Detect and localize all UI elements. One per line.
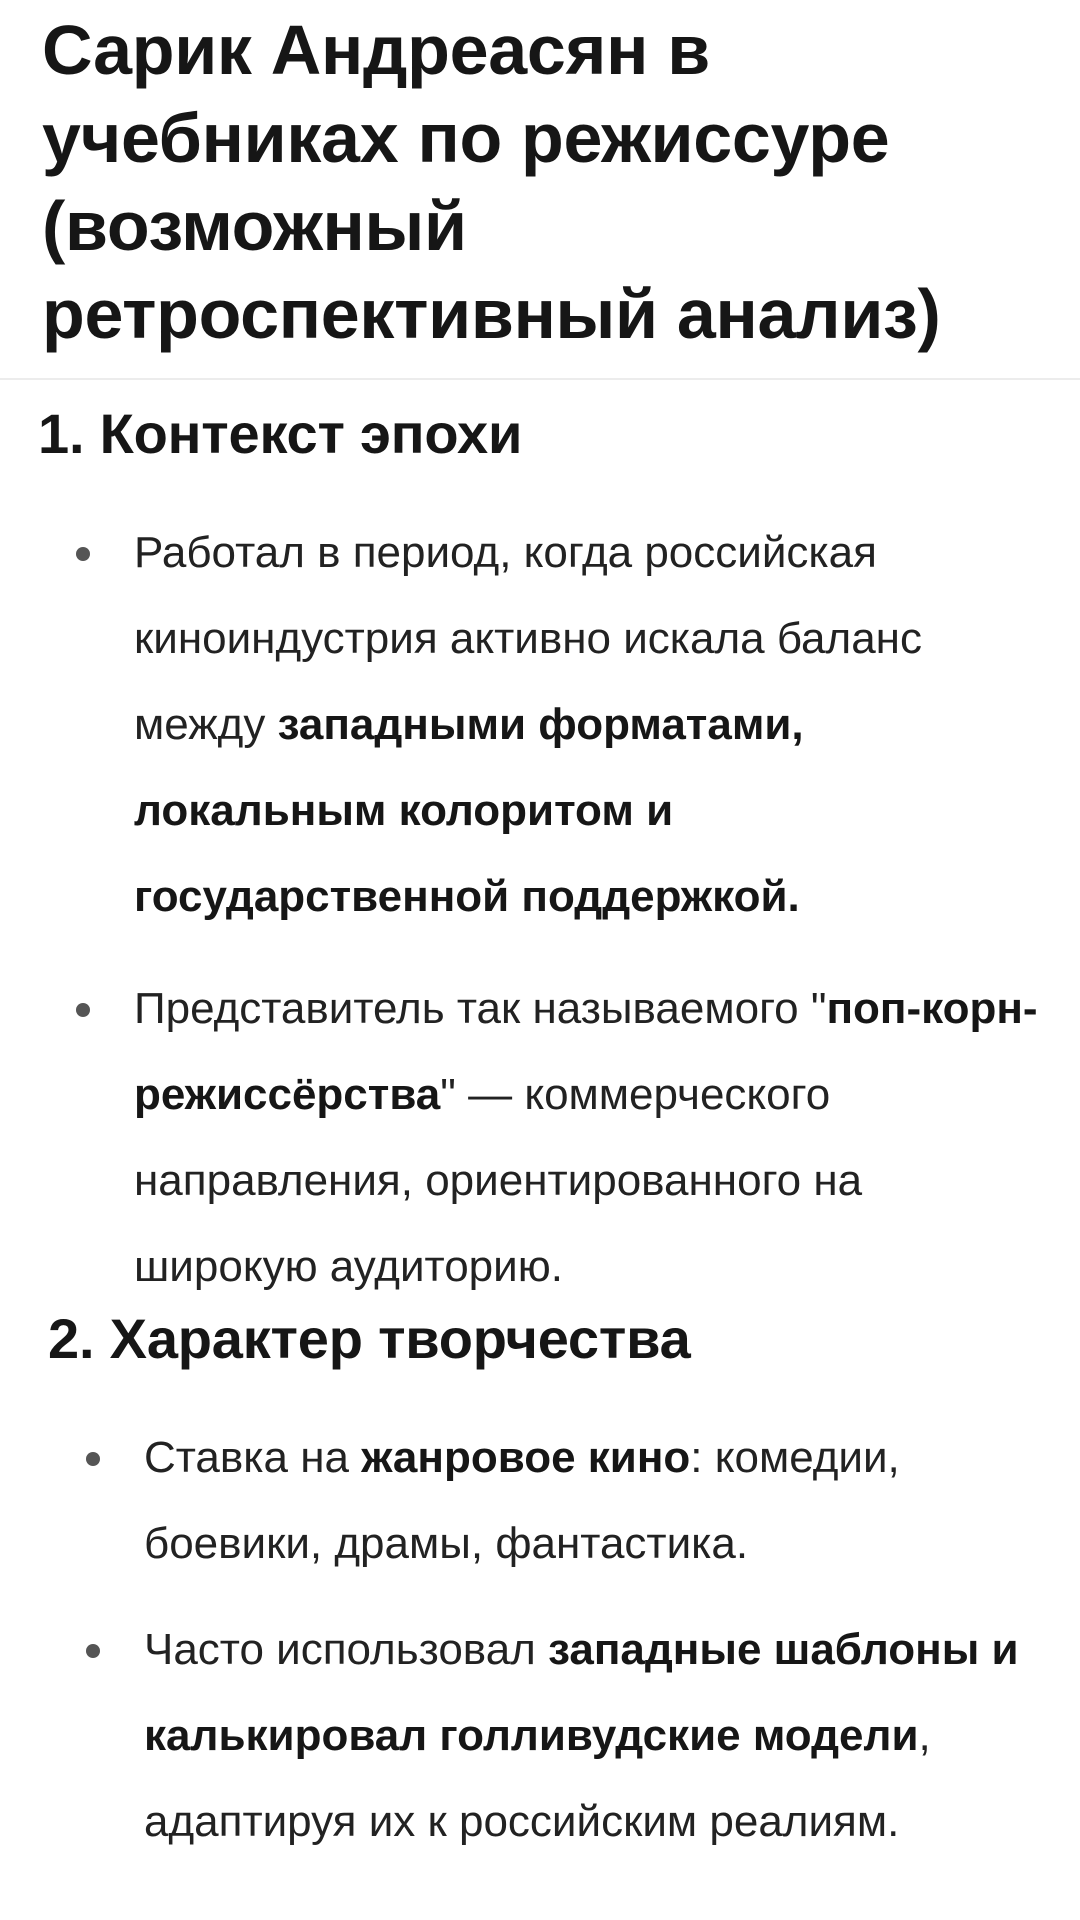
page-title: Сарик Андреасян в учебниках по режиссуре (возможный ретроспективный анализ) [42,11,941,353]
item-bold-text: западные шаблоны и калькировал голливудские модели [144,1625,1019,1760]
bullet-list [0,510,1080,1310]
item-text: Представитель так называемого " [134,984,827,1033]
section-heading: 1. Контекст эпохи [38,402,523,465]
item-bold-text: поп-корн-режиссёрства [134,984,1038,1119]
list-item [0,510,1080,940]
title-divider [0,378,1080,380]
item-text: Часто использовал [144,1625,549,1674]
item-text: Ставка на [144,1433,362,1482]
list-item [0,1415,1080,1587]
item-text: Работал в период, когда российская киноиндустрия активно искала баланс между [134,528,922,749]
bullet-dot-icon [86,1452,100,1466]
list-item [0,966,1080,1310]
item-text: " — коммерческого направления, ориентированного на широкую аудиторию. [134,1070,863,1291]
bullet-list [0,1415,1080,1865]
bullet-dot-icon [86,1644,100,1658]
list-item [0,1607,1080,1865]
section-heading: 2. Характер творчества [48,1307,691,1370]
section-era-context [0,400,1080,1310]
item-text: : комедии, боевики, драмы, фантастика. [144,1433,900,1568]
section-creative-character [0,1305,1080,1865]
item-bold-text: западными форматами, локальным колоритом и государственной поддержкой. [134,700,804,921]
bullet-dot-icon [76,547,90,561]
bullet-dot-icon [76,1003,90,1017]
item-text: , адаптируя их к российским реалиям. [144,1711,931,1846]
item-bold-text: жанровое кино [361,1433,691,1482]
